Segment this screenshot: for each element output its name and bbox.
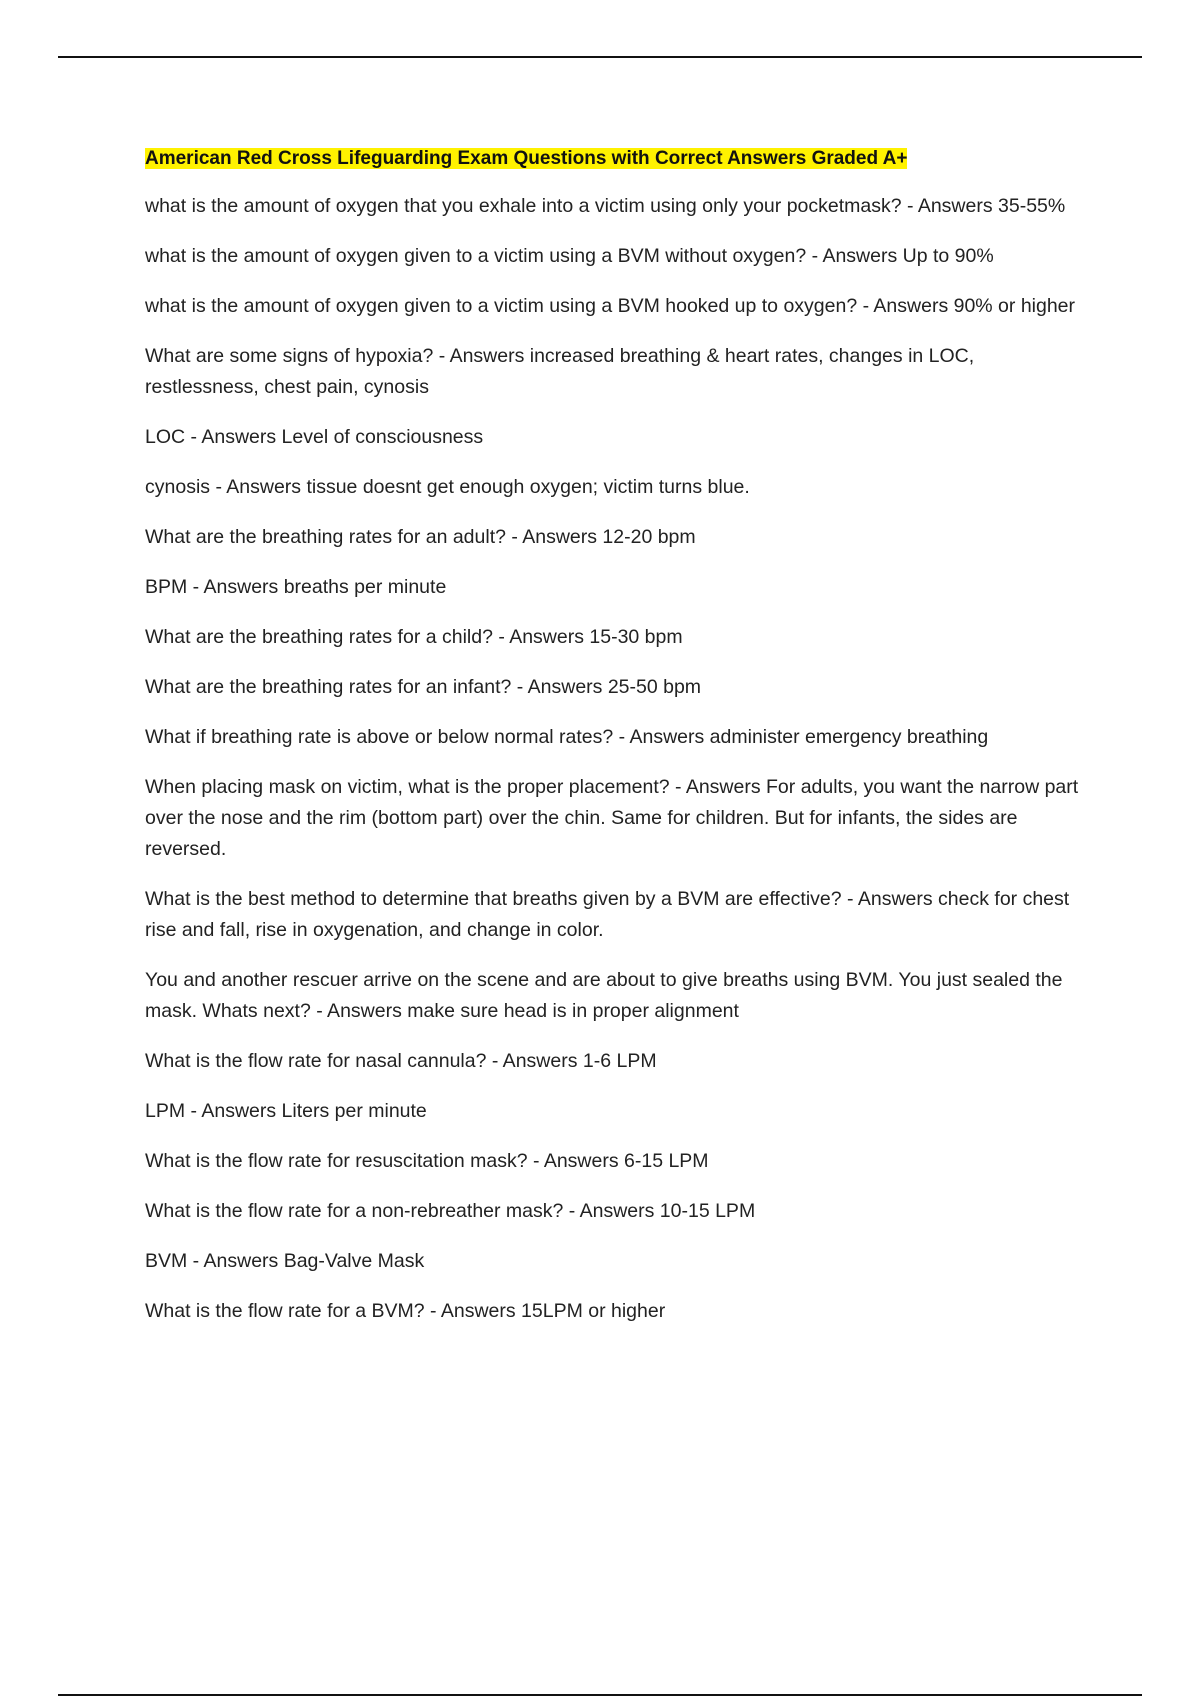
qa-item: what is the amount of oxygen that you exhale into a victim using only your pocketmask? - Answers 35-55% [145, 195, 1066, 217]
qa-item: BPM - Answers breaths per minute [145, 576, 447, 598]
qa-item: What are the breathing rates for a child? - Answers 15-30 bpm [145, 626, 683, 648]
qa-item: BVM - Answers Bag-Valve Mask [145, 1250, 425, 1272]
qa-item: What is the flow rate for a non-rebreather mask? - Answers 10-15 LPM [145, 1200, 756, 1222]
qa-item: What are some signs of hypoxia? - Answers increased breathing & heart rates, changes in LOC, restlessness, chest pain, cynosis [145, 345, 975, 398]
document-title: American Red Cross Lifeguarding Exam Questions with Correct Answers Graded A+ [145, 148, 908, 169]
qa-item: When placing mask on victim, what is the proper placement? - Answers For adults, you want the narrow part over the nose and the rim (bottom part) over the chin. Same for children. But for infants, the sides are reversed. [145, 776, 1079, 860]
qa-item: What is the flow rate for resuscitation mask? - Answers 6-15 LPM [145, 1150, 709, 1172]
qa-item: What are the breathing rates for an adult? - Answers 12-20 bpm [145, 526, 696, 548]
qa-item: What is the flow rate for a BVM? - Answers 15LPM or higher [145, 1300, 666, 1322]
qa-item: LOC - Answers Level of consciousness [145, 426, 484, 448]
footer-rule [58, 1694, 1142, 1696]
qa-item: cynosis - Answers tissue doesnt get enough oxygen; victim turns blue. [145, 476, 750, 498]
qa-item: What is the flow rate for nasal cannula? - Answers 1-6 LPM [145, 1050, 657, 1072]
qa-item: LPM - Answers Liters per minute [145, 1100, 427, 1122]
qa-item: What if breathing rate is above or below normal rates? - Answers administer emergency breathing [145, 726, 989, 748]
qa-item: What is the best method to determine that breaths given by a BVM are effective? - Answers check for chest rise and fall, rise in oxygenation, and change in color. [145, 888, 1070, 941]
qa-item: what is the amount of oxygen given to a victim using a BVM hooked up to oxygen? - Answers 90% or higher [145, 295, 1076, 317]
qa-item: what is the amount of oxygen given to a victim using a BVM without oxygen? - Answers Up to 90% [145, 245, 994, 267]
document-body [145, 144, 1085, 1346]
title-block [145, 144, 1085, 175]
qa-item: You and another rescuer arrive on the scene and are about to give breaths using BVM. You just sealed the mask. Whats next? - Answers make sure head is in proper alignment [145, 969, 1063, 1022]
header-rule [58, 56, 1142, 58]
qa-item: What are the breathing rates for an infant? - Answers 25-50 bpm [145, 676, 702, 698]
